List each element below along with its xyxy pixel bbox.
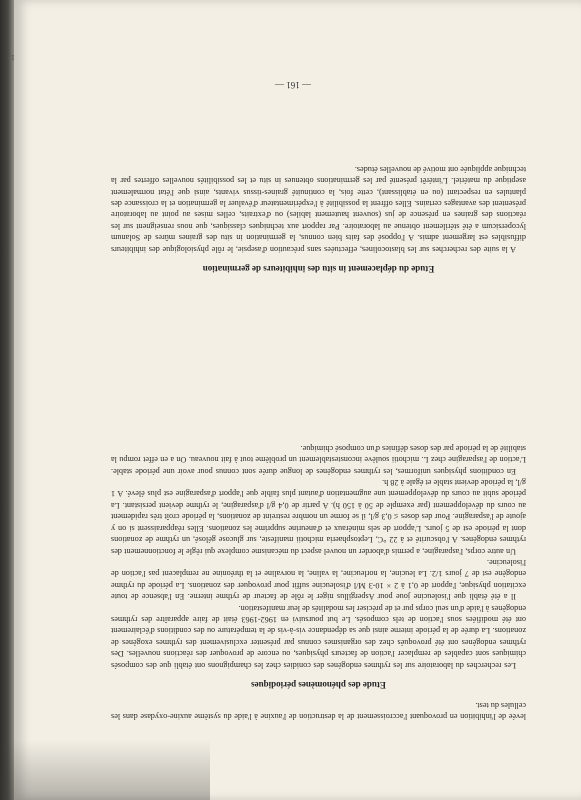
section1-paragraph-2: Il a été établi que l'isoleucine joue pour Aspergillus niger le rôle de facteur de rythme interne. En l'absence de toute excitation physique, l'apport de 0,1 à 2 × 10-3 M/l d'isoleucine suffit pour provoquer des zonations. La période du rythme endogène est de 7 jours 1/2. La leucine, la norleucine, la valine, la norvaline et la thréonine ne remplacent pas l'action de l'isoleucine. <box>111 557 526 602</box>
page-number: — 161 — <box>275 80 311 90</box>
section1-paragraph-4: En conditions physiques uniformes, les rythmes endogènes de longue durée sont connus pour avoir une période stable. L'action de l'asparagine chez L. michotii soulève inconstestablement un problème tout à fait nouveau. On a en effet rompu la stabilité de la période par des doses définies d'un composé chimique. <box>111 443 526 476</box>
section-heading-germination: Etude du déplacement in situ des inhibiteurs de germination <box>202 264 435 274</box>
section-germination-inhibitors <box>111 163 526 274</box>
intro-paragraph: levée de l'inhibition en provoquant l'accroissement de la destruction de l'auxine à l'aide du système auxine-oxydase dans les cellules du test. <box>111 700 526 721</box>
intro-text <box>111 699 526 722</box>
section1-paragraph-3: Un autre corps, l'asparagine, a permis d'aborder un nouvel aspect du mécanisme complexe qui règle le fonctionnement des rythmes endogènes. A l'obscurité et à 22 °C, Leptosphaeria michotii manifeste, sur glucose gélosé, un rythme de zonations dont la période est de 5 jours. L'apport de sels minéraux et d'aneurine supprime les zonations. Elles réapparaissent si on y ajoute de l'asparagine. Pour des doses ≤ 0,3 g/l, il se forme un nombre restreint de zonations, la période croît très rapidement au cours du développement (par exemple de 50 à 150 h). A partir de 0,4 g/l d'asparagine, le rythme devient persistant. La période subit au cours du développement une augmentation d'autant plus faible que l'apport d'asparagine est plus élevé. A 1 g/l, la période devient stable et égale à 28 h. <box>111 478 526 556</box>
section1-paragraph-1: Les recherches du laboratoire sur les rythmes endogènes des conidies chez les champignons ont établi que des composés chimiques sont capables de remplacer l'action de facteurs physiques, ou encore de provoquer des réactions nouvelles. Des rythmes endogènes ont été provoqués chez des organismes connus par présenter exclusivement des rythmes exogènes de zonations. La durée de la période interne ainsi que sa dépendance vis-à-vis de la température ou des conditions d'éclairement ont été modifiées sous l'action de tels composés. Le but poursuivi en 1962-1963 était de faire apparaître des rythmes endogènes à l'aide d'un seul corps pur et de préciser les modalités de leur manifestation. <box>111 603 526 670</box>
section2-paragraph-1: A la suite des recherches sur les blastocolines, effectuées sans précaution d'asepsie, le rôle physiologique des inhibiteurs diffusibles est largement admis. A l'opposé des faits bien connus, la germination in situ des graines mûres de Solanum lycopersicum a été stérilement obtenue au laboratoire. Par rapport aux techniques classiques, que nous renseignent sur les réactions des graines en présence de jus (souvent hautement labiles) ou d'extraits, celles mises au point au laboratoire présentent des avantages certains. Elles offrent la possibilité à l'expérimentateur d'évaluer la germination et la croissance des plantules en respectant (ou en établissant), cette fois, la continuité graines-tissus vivants, ainsi que l'état normalement aseptique du matériel. L'intérêt présenté par les germinations obtenues in situ et les possibilités nouvelles offertes par la technique appliquée ont motivé de nouvelles études. <box>111 164 526 254</box>
section-heading-periodic: Etude des phénomènes périodiques <box>251 680 386 690</box>
section-periodic-phenomena <box>111 442 526 690</box>
corner-mark: 11 <box>7 53 15 62</box>
